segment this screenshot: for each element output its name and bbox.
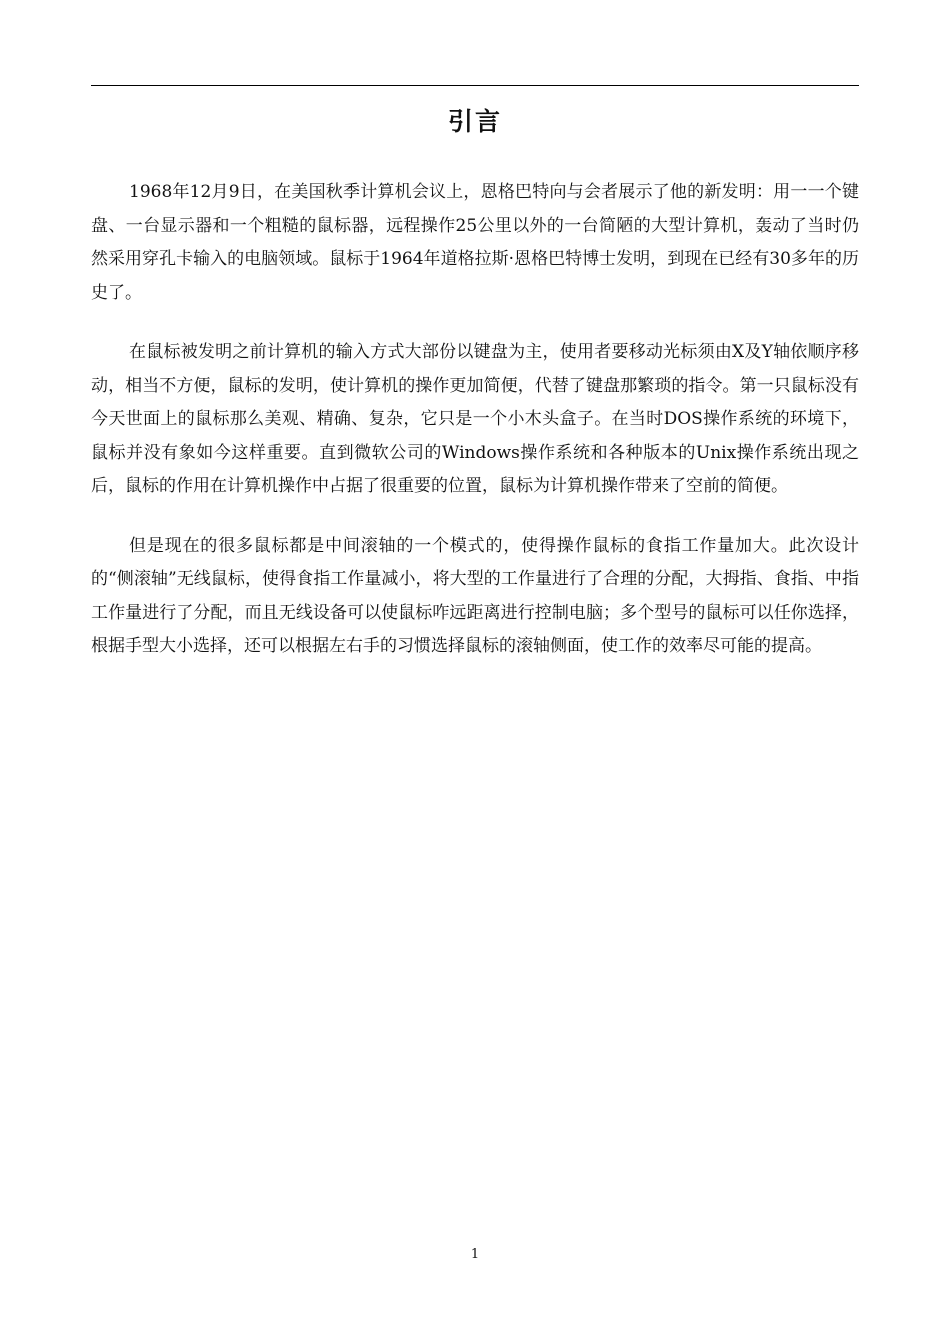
paragraph-1: 1968年12月9日，在美国秋季计算机会议上，恩格巴特向与会者展示了他的新发明：用一一个键盘、一台显示器和一个粗糙的鼠标器，远程操作25公里以外的一台简陋的大型计算机，轰动了当时仍然采用穿孔卡输入的电脑领域。鼠标于1964年道格拉斯·恩格巴特博士发明，到现在已经有30多年的历史了。	[91, 182, 859, 303]
page-title: 引言	[447, 107, 502, 136]
paragraph-2: 在鼠标被发明之前计算机的输入方式大部份以键盘为主，使用者要移动光标须由X及Y轴依顺序移动，相当不方便，鼠标的发明，使计算机的操作更加简便，代替了键盘那繁琐的指令。第一只鼠标没有今天世面上的鼠标那么美观、精确、复杂，它只是一个小木头盒子。在当时DOS操作系统的环境下，鼠标并没有象如今这样重要。直到微软公司的Windows操作系统和各种版本的Unix操作系统出现之后，鼠标的作用在计算机操作中占据了很重要的位置，鼠标为计算机操作带来了空前的简便。	[91, 342, 859, 496]
paragraph-3: 但是现在的很多鼠标都是中间滚轴的一个模式的，使得操作鼠标的食指工作量加大。此次设计的“侧滚轴”无线鼠标，使得食指工作量减小，将大型的工作量进行了合理的分配，大拇指、食指、中指工作量进行了分配，而且无线设备可以使鼠标咋远距离进行控制电脑；多个型号的鼠标可以任你选择，根据手型大小选择，还可以根据左右手的习惯选择鼠标的滚轴侧面，使工作的效率尽可能的提高。	[91, 535, 859, 656]
body-text	[91, 176, 859, 690]
header-rule	[91, 85, 859, 86]
page-number: 1	[470, 1247, 480, 1262]
